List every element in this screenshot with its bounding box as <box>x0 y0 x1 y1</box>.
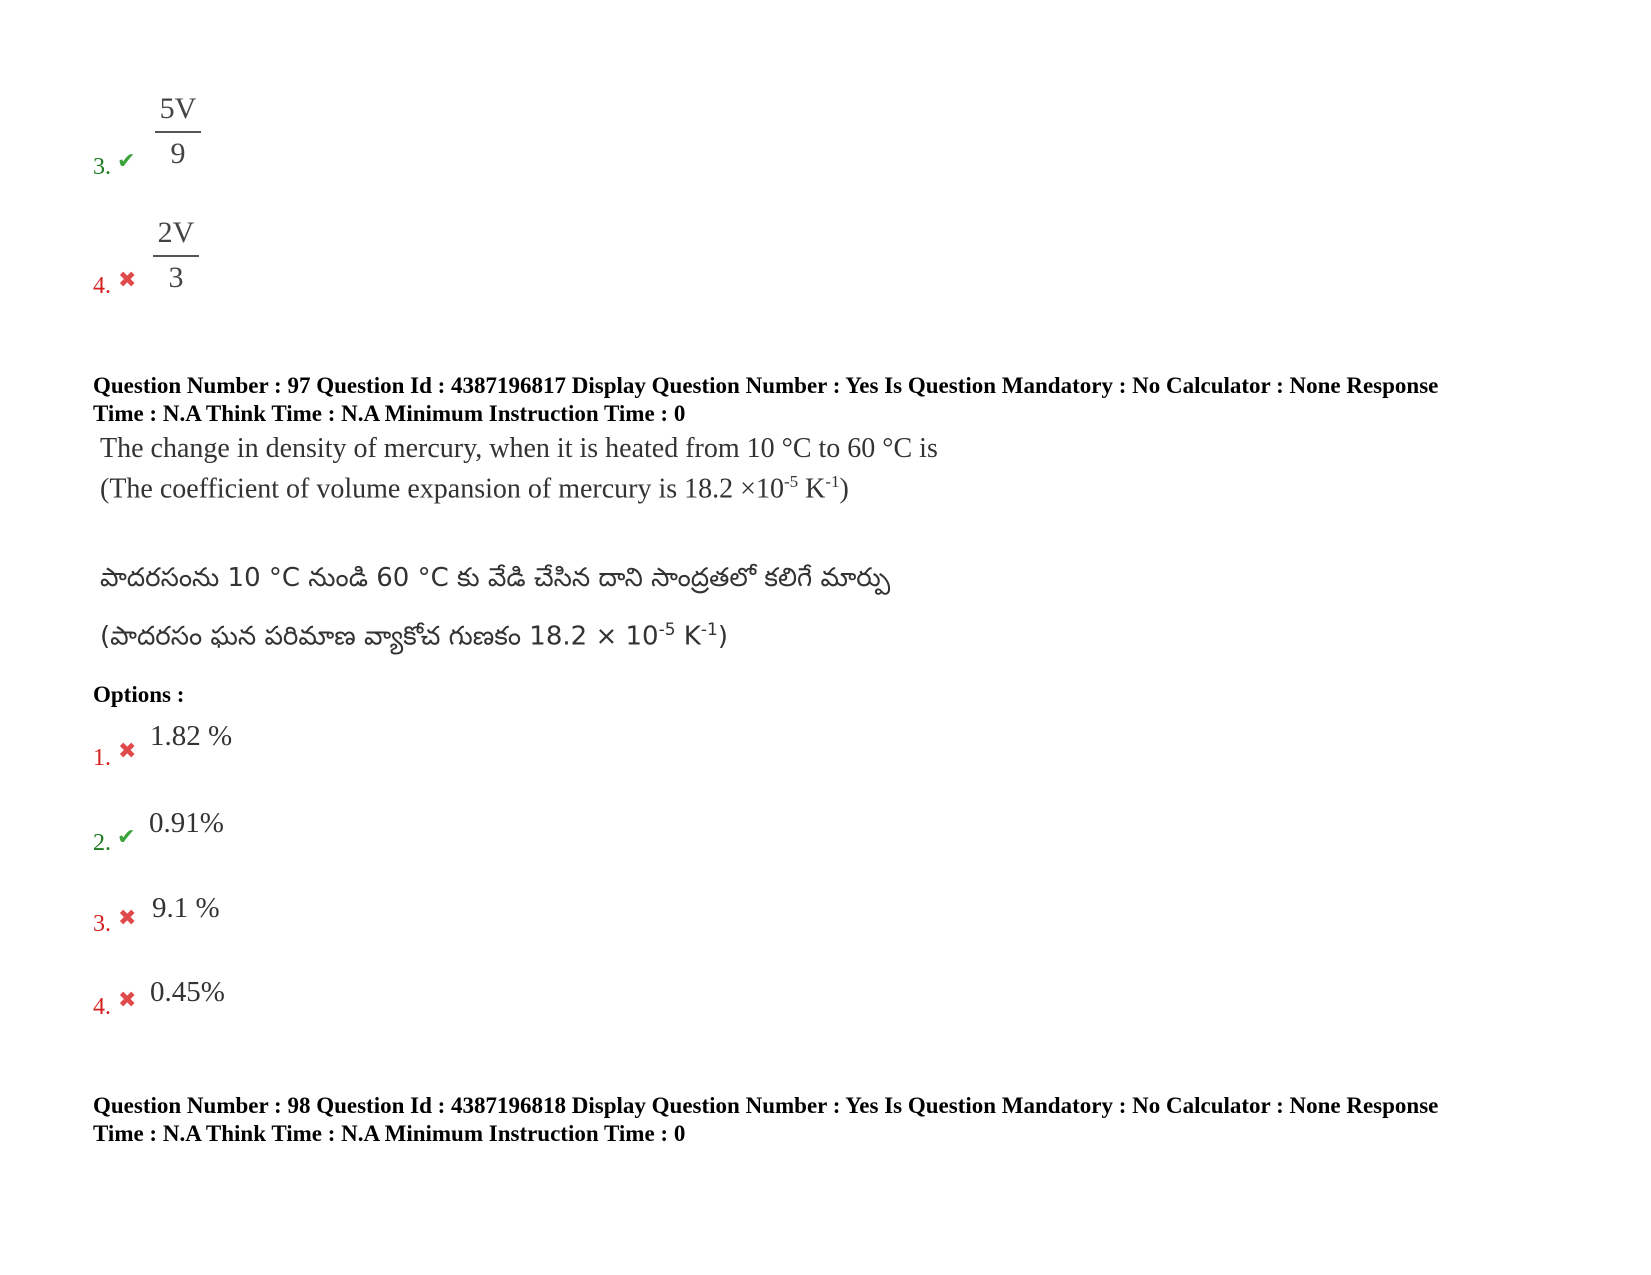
options-label: Options : <box>93 682 185 707</box>
question-text-english-line-1: The change in density of mercury, when it is heated from 10 °C to 60 °C is <box>100 433 938 464</box>
numerator: 2V <box>157 216 195 249</box>
check-icon: ✔ <box>117 148 136 173</box>
question-text-telugu-line-2 <box>100 620 728 658</box>
cross-icon: ✖ <box>118 905 137 930</box>
option-fraction <box>153 216 199 294</box>
option-number: 4. <box>93 273 111 299</box>
question-97-meta <box>93 372 1593 428</box>
option-value: 0.91% <box>149 807 224 839</box>
text-part: K <box>798 473 826 505</box>
text-part: K <box>675 621 701 652</box>
cross-icon: ✖ <box>118 987 137 1012</box>
fraction-bar <box>153 255 199 257</box>
text-part: ) <box>717 621 728 652</box>
option-2 <box>93 807 393 857</box>
option-value: 1.82 % <box>150 720 233 752</box>
cross-icon: ✖ <box>118 738 137 763</box>
meta-line-1: Question Number : 97 Question Id : 4387196817 Display Question Number : Yes Is Question Mandatory : No Calculator : None Response <box>93 373 1439 398</box>
denominator: 9 <box>170 137 186 170</box>
exponent: -5 <box>658 620 676 640</box>
question-98-meta <box>93 1092 1593 1148</box>
denominator: 3 <box>168 261 184 294</box>
option-number: 4. <box>93 994 111 1020</box>
option-number: 3. <box>93 911 111 937</box>
cross-icon: ✖ <box>118 267 137 292</box>
option-3 <box>93 892 393 942</box>
option-fraction <box>155 92 201 170</box>
option-value: 9.1 % <box>152 892 220 924</box>
option-number: 1. <box>93 745 111 771</box>
exponent: -5 <box>783 472 799 491</box>
text-part: (పాదరసం ఘన పరిమాణ వ్యాకోచ గుణకం 18.2 × 10 <box>100 621 659 652</box>
meta-line-1: Question Number : 98 Question Id : 4387196818 Display Question Number : Yes Is Question Mandatory : No Calculator : None Response <box>93 1093 1439 1118</box>
option-1 <box>93 720 393 770</box>
check-icon: ✔ <box>117 824 136 849</box>
option-number: 3. <box>93 154 111 180</box>
meta-line-2: Time : N.A Think Time : N.A Minimum Instruction Time : 0 <box>93 1121 686 1146</box>
question-text-english-line-2 <box>100 472 849 505</box>
numerator: 5V <box>159 92 197 125</box>
option-4 <box>93 976 393 1026</box>
exponent: -1 <box>825 472 840 491</box>
meta-line-2: Time : N.A Think Time : N.A Minimum Instruction Time : 0 <box>93 401 686 426</box>
text-part: ) <box>839 473 849 505</box>
fraction-bar <box>155 131 201 133</box>
question-text-telugu-line-1: పాదరసంను 10 °C నుండి 60 °C కు వేడి చేసిన దాని సాంద్రతలో కలిగే మార్పు <box>100 563 891 593</box>
exponent: -1 <box>700 620 718 640</box>
text-part: (The coefficient of volume expansion of mercury is 18.2 ×10 <box>100 473 784 505</box>
option-value: 0.45% <box>150 976 225 1008</box>
option-number: 2. <box>93 830 111 856</box>
